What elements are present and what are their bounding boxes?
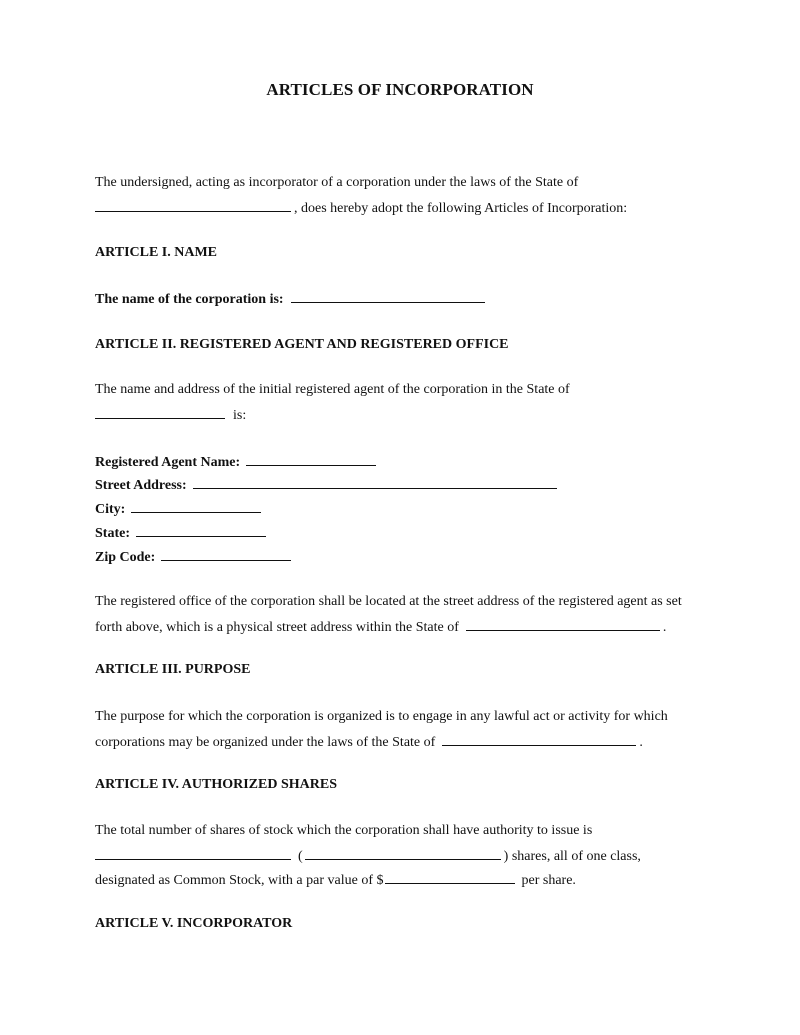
shares-number-blank[interactable] — [305, 846, 501, 860]
document-title: ARTICLES OF INCORPORATION — [266, 80, 534, 99]
agent-name-label: Registered Agent Name: — [95, 455, 241, 470]
city-blank[interactable] — [131, 499, 261, 513]
shares-line-1: The total number of shares of stock which the corporation shall have authority to issue is — [95, 823, 593, 838]
city-row — [95, 499, 264, 519]
purpose-line-2-text: corporations may be organized under the laws of the State of — [95, 735, 436, 750]
intro-line-2-text: , does hereby adopt the following Articles of Incorporation: — [294, 201, 628, 216]
office-period: . — [662, 620, 667, 635]
corporation-name-blank[interactable] — [291, 289, 485, 303]
shares-open-paren: ( — [298, 849, 303, 864]
purpose-line-1: The purpose for which the corporation is organized is to engage in any lawful act or activity for which — [95, 709, 668, 724]
article-2-text-line-1: The name and address of the initial registered agent of the corporation in the State of — [95, 382, 570, 397]
par-value-blank[interactable] — [385, 870, 515, 884]
article-2-text-line-2 — [95, 405, 246, 425]
agent-state-blank[interactable] — [95, 405, 225, 419]
shares-line-2-text: ) shares, all of one class, — [503, 849, 641, 864]
state-blank[interactable] — [136, 523, 266, 537]
street-address-row — [95, 475, 560, 495]
per-share-text: per share. — [521, 873, 576, 888]
intro-line-2 — [95, 198, 627, 218]
purpose-period: . — [639, 735, 643, 750]
article-2-is: is: — [233, 408, 247, 423]
office-line-1: The registered office of the corporation shall be located at the street address of the registered agent as set — [95, 594, 682, 609]
intro-line-1: The undersigned, acting as incorporator of a corporation under the laws of the State of — [95, 175, 579, 190]
corporation-name-row — [95, 289, 488, 309]
state-label: State: — [95, 526, 130, 541]
zip-row — [95, 547, 294, 567]
article-5-heading: ARTICLE V. INCORPORATOR — [95, 916, 293, 931]
par-value-text: designated as Common Stock, with a par value of $ — [95, 873, 384, 888]
article-1-heading: ARTICLE I. NAME — [95, 245, 218, 260]
article-3-heading: ARTICLE III. PURPOSE — [95, 662, 251, 677]
street-address-blank[interactable] — [193, 475, 557, 489]
corporation-name-label: The name of the corporation is: — [95, 292, 284, 307]
office-state-blank[interactable] — [466, 617, 660, 631]
shares-line-3 — [95, 870, 576, 890]
city-label: City: — [95, 502, 126, 517]
agent-name-row — [95, 452, 379, 472]
article-2-heading: ARTICLE II. REGISTERED AGENT AND REGISTERED OFFICE — [95, 337, 509, 352]
street-address-label: Street Address: — [95, 478, 187, 493]
shares-line-2 — [95, 846, 641, 866]
purpose-state-blank[interactable] — [442, 732, 636, 746]
zip-label: Zip Code: — [95, 550, 156, 565]
article-4-heading: ARTICLE IV. AUTHORIZED SHARES — [95, 777, 337, 792]
shares-words-blank[interactable] — [95, 846, 291, 860]
agent-name-blank[interactable] — [246, 452, 376, 466]
office-line-2-text: forth above, which is a physical street address within the State of — [95, 620, 459, 635]
state-blank-intro[interactable] — [95, 198, 291, 212]
office-line-2 — [95, 617, 666, 637]
purpose-line-2 — [95, 732, 643, 752]
state-row — [95, 523, 269, 543]
zip-blank[interactable] — [161, 547, 291, 561]
